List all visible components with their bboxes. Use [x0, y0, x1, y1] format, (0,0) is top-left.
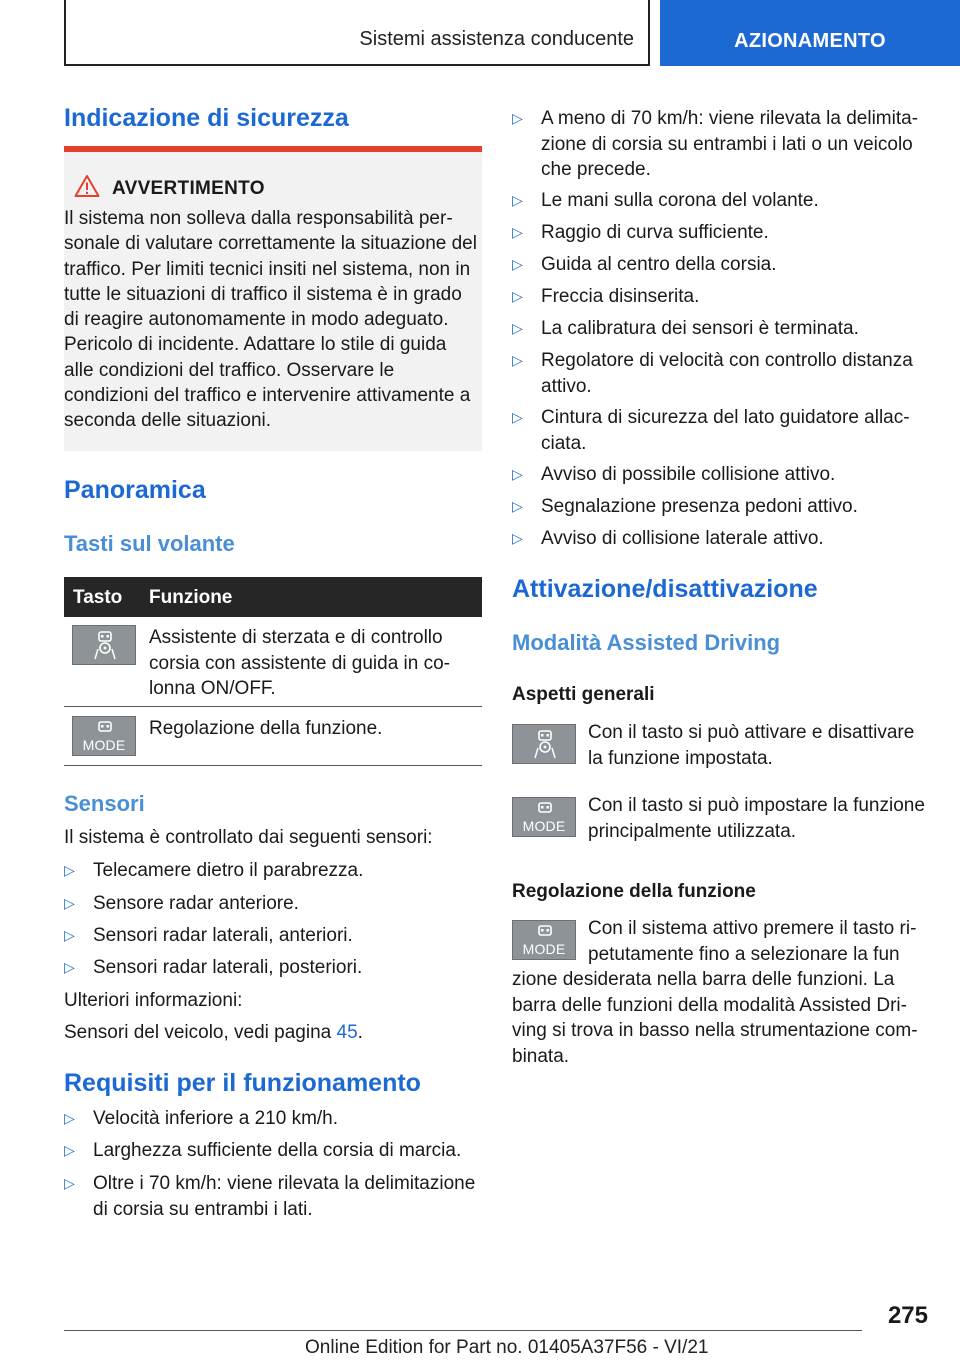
table-col-button: Tasto	[73, 587, 123, 608]
bullet-triangle-icon: ▷	[64, 895, 75, 911]
general-text-2: Con il tasto si può impostare la funzione principalmente utilizzata.	[588, 795, 925, 842]
mode-button	[512, 797, 576, 837]
bullet-triangle-icon: ▷	[512, 256, 523, 272]
page-link[interactable]: 45	[336, 1022, 358, 1043]
bullet-triangle-icon: ▷	[64, 1142, 75, 1158]
table-header	[64, 577, 482, 617]
bullet-triangle-icon: ▷	[512, 352, 523, 368]
activation-heading: Attivazione/disattivazione	[512, 575, 818, 603]
assisted-driving-mode-heading: Modalità Assisted Driving	[512, 630, 781, 655]
requirements-heading: Requisiti per il funzionamento	[64, 1069, 421, 1097]
mode-label: MODE	[522, 941, 566, 957]
sensors-intro: Il sistema è controllato dai seguenti sensori:	[64, 827, 433, 848]
adjust-text-start: Con il sistema attivo premere il tasto ripetutamente fino a selezionare la fun	[588, 918, 917, 965]
overview-heading: Panoramica	[64, 476, 206, 504]
steering-buttons-heading: Tasti sul volante	[64, 531, 235, 556]
bullet-triangle-icon: ▷	[512, 466, 523, 482]
table-row	[64, 617, 482, 707]
bullet-triangle-icon: ▷	[512, 192, 523, 208]
sensors-heading: Sensori	[64, 791, 145, 816]
more-info-label: Ulteriori informazioni:	[64, 990, 243, 1011]
chapter-tab	[660, 0, 960, 66]
warning-label: AVVERTIMENTO	[112, 178, 265, 199]
table-cell-function: Assistente di sterzata e di controllo corsia con assistente di guida in colonna ON/OFF.	[149, 627, 450, 699]
cross-reference-text: Sensori del veicolo, vedi pagina	[64, 1022, 337, 1043]
mode-button	[72, 716, 136, 756]
page-number: 275	[887, 1302, 928, 1329]
table-row	[64, 707, 482, 766]
warning-text: Il sistema non solleva dalla responsabilità personale di valutare correttamente la situazione del traffico. Per limiti tecnici insiti nel sistema, non in tutte le situazioni di traffico il sistema è in grado di reagire autonomamente in modo adeguato. Pericolo di incidente. Adattare lo stile di guida alle condizioni del traffico. Osservare le condizioni del traffico e intervenire attivamente a seconda delle situazioni.	[64, 208, 477, 432]
warning-box	[64, 146, 482, 451]
warning-triangle-icon	[74, 174, 100, 198]
bullet-triangle-icon: ▷	[512, 530, 523, 546]
assisted-driving-icon	[73, 626, 137, 666]
edition-footer: Online Edition for Part no. 01405A37F56 - VI/21	[305, 1337, 709, 1358]
general-heading: Aspetti generali	[512, 684, 655, 705]
bullet-triangle-icon: ▷	[64, 927, 75, 943]
adjust-text-continued: zione desiderata nella barra delle funzioni. La barra delle funzioni della modalità Assisted Driving si trova in basso nella strumentazione combinata.	[512, 969, 918, 1067]
bullet-triangle-icon: ▷	[64, 1175, 75, 1191]
table-cell-function: Regolazione della funzione.	[149, 718, 383, 739]
general-text-1: Con il tasto si può attivare e disattivare la funzione impostata.	[588, 722, 915, 769]
mode-label: MODE	[82, 737, 126, 753]
bullet-triangle-icon: ▷	[64, 959, 75, 975]
adjust-heading: Regolazione della funzione	[512, 881, 756, 902]
bullet-triangle-icon: ▷	[512, 288, 523, 304]
section-title: Sistemi assistenza conducente	[359, 28, 634, 50]
mode-button	[512, 920, 576, 960]
assist-button	[72, 625, 136, 665]
chapter-title: AZIONAMENTO	[734, 30, 886, 52]
cross-reference-end: .	[357, 1022, 363, 1043]
footer-divider	[64, 1330, 862, 1331]
bullet-triangle-icon: ▷	[64, 862, 75, 878]
assisted-driving-icon	[513, 725, 577, 765]
safety-heading: Indicazione di sicurezza	[64, 104, 349, 132]
bullet-triangle-icon: ▷	[512, 224, 523, 240]
cross-reference	[64, 1020, 482, 1046]
bullet-triangle-icon: ▷	[512, 110, 523, 126]
table-col-function: Funzione	[149, 587, 233, 608]
bullet-triangle-icon: ▷	[512, 320, 523, 336]
bullet-triangle-icon: ▷	[64, 1110, 75, 1126]
assist-button	[512, 724, 576, 764]
section-tab	[64, 0, 650, 66]
bullet-triangle-icon: ▷	[512, 409, 523, 425]
page-header	[64, 0, 960, 66]
mode-label: MODE	[522, 818, 566, 834]
bullet-triangle-icon: ▷	[512, 498, 523, 514]
